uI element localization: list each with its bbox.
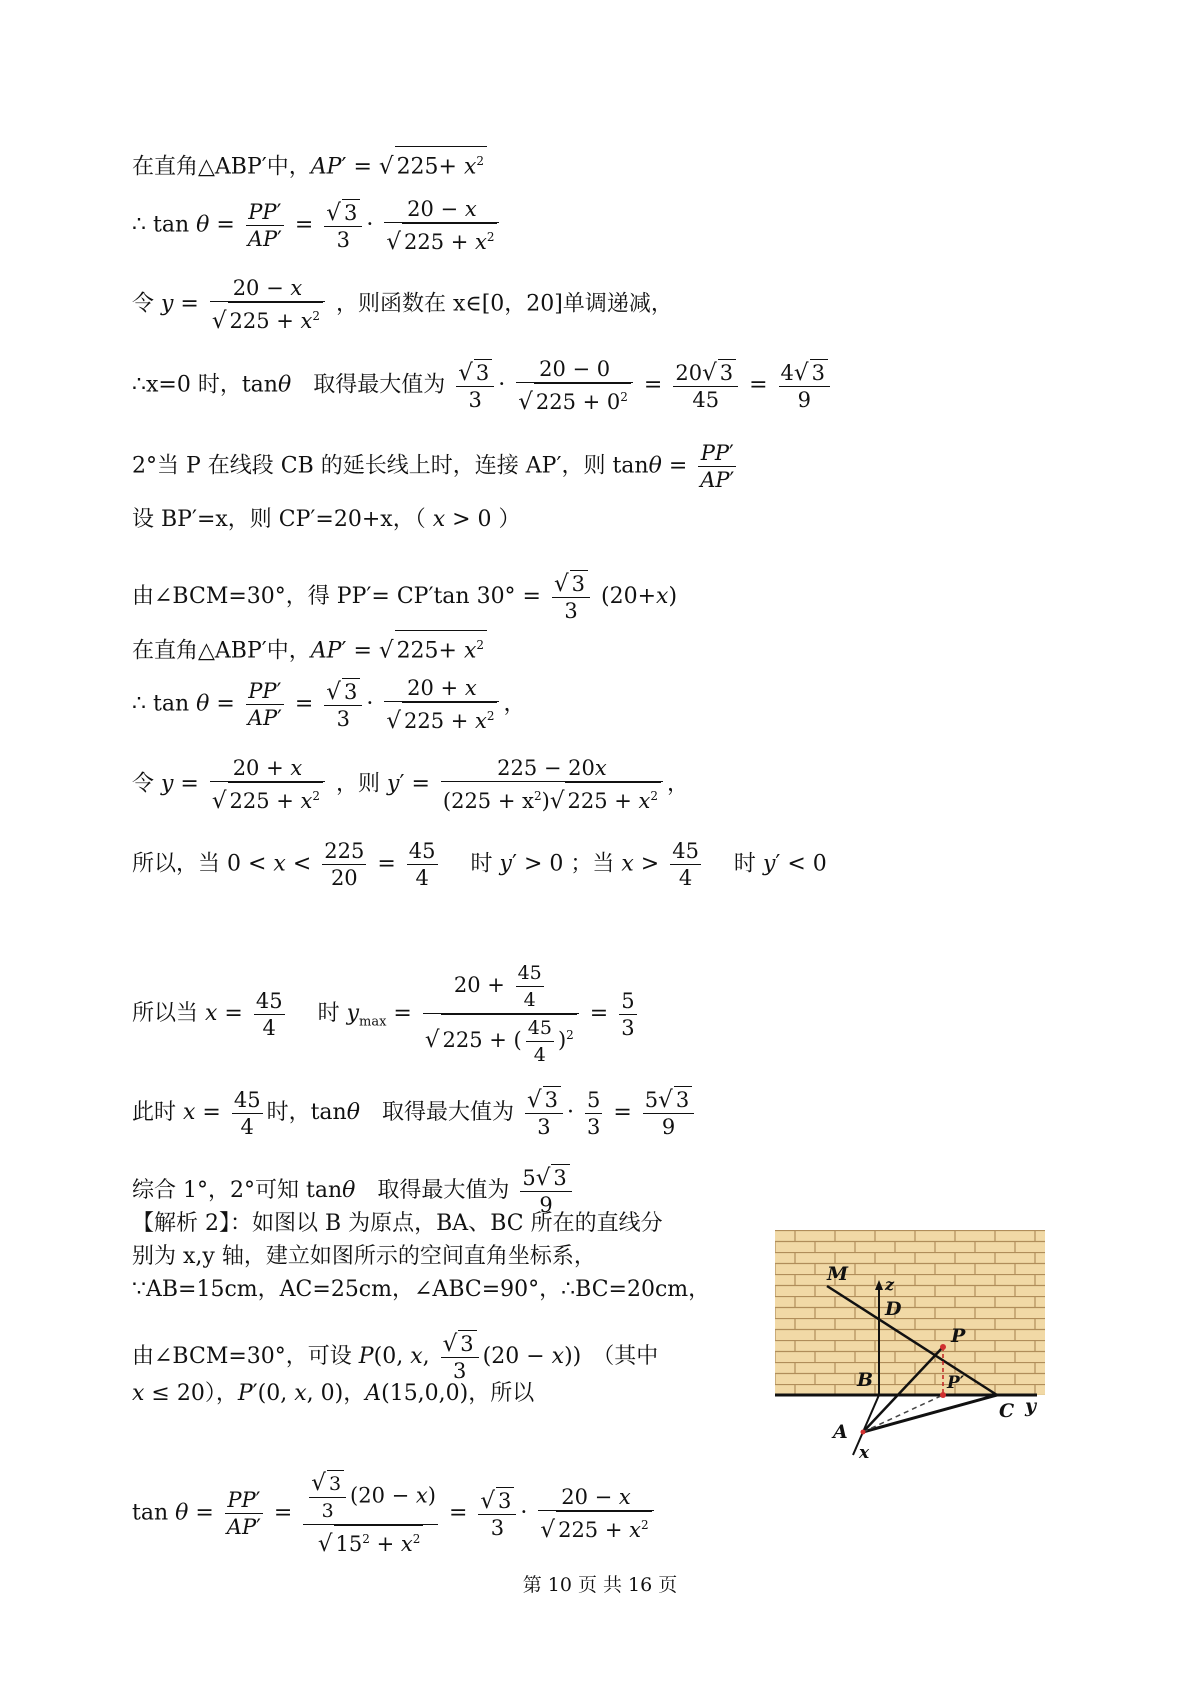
point-p	[940, 1344, 946, 1350]
line-2: ∴ tan θ = $\frac{PP'}{AP'}$ = $\frac{√ 3}{3}$ · $\frac{20 - x}{√ 225 + x^2}$	[132, 196, 503, 255]
label-x: x	[859, 1443, 870, 1460]
brick-wall	[775, 1230, 1045, 1395]
line-4: ∴x=0 时，tanθ 取得最大值为 $\frac{√ 3}{3}$ · $\frac{20 - 0}{√ 225 + 0^2}$ = $\frac{20√ 3}{45}$ = $\frac{4√ 3}{9}$	[132, 356, 834, 415]
line-13: 此时 x = $\frac{45}{4}$ 时，tanθ 取得最大值为 $\frac{√ 3}{3}$ · $\frac{5}{3}$ = $\frac{5√ 3}{9}$	[132, 1086, 698, 1140]
line-12: 所以当 x = $\frac{45}{4}$ 时 $y_{max}$ = 20 + $\frac{45}{4}$ √ 225 + ( $\frac{45}{4}$ )$^2$ = $\frac{5}{3}$	[132, 962, 635, 1066]
line-11: 所以，当 0 < x < $\frac{225}{20}$ = $\frac{45}{4}$ 时 y′ > 0 ；当 x > $\frac{45}{4}$ 时 y′ < 0	[132, 839, 827, 890]
line-18: 由∠BCM=30°，可设 P(0, x, $\frac{√ 3}{3}$ (20 − x)) （其中	[132, 1331, 659, 1383]
line-3: 令 y = $\frac{20 - x}{√ 225 + x^2}$ ，则函数在 x∈[0，20]单调递减，	[132, 276, 673, 334]
label-z: z	[885, 1275, 895, 1294]
line-16: 别为 x,y 轴，建立如图所示的空间直角坐标系，	[132, 1244, 596, 1269]
line-10: 令 y = $\frac{20 + x}{√ 225 + x^2}$ ，则 y′ = $\frac{225 - 20x}{(225 + x^2)√ 225 + x^2}$ ，	[132, 756, 689, 814]
label-a: A	[833, 1421, 848, 1443]
page-footer: 第 10 页 共 16 页	[522, 1574, 678, 1596]
line-20: tan θ = $\frac{PP'}{AP'}$ = $\frac{√ 3}{3}$ (20 − x) √ $15^2 + x^2$ = $\frac{√ 3}{3}$ · $\frac{20 - x}{√ 225 + x^2}$	[132, 1470, 658, 1557]
line-7: 由∠BCM=30°，得 PP′= CP′tan 30° = $\frac{√ 3}{3}$ (20+x)	[132, 571, 678, 623]
line-1: 在直角△ABP′中，AP′ = √ $225+ x^2$	[132, 146, 487, 181]
line-19: x ≤ 20），P′(0, x, 0)，A(15,0,0)，所以	[132, 1381, 535, 1406]
label-b: B	[857, 1369, 874, 1391]
line-5: 2°当 P 在线段 CB 的延长线上时，连接 AP′，则 tanθ = $\frac{PP'}{AP'}$	[132, 441, 735, 492]
line-14: 综合 1°，2°可知 tanθ 取得最大值为 $\frac{5√ 3}{9}$	[132, 1164, 576, 1218]
label-c: C	[999, 1400, 1015, 1422]
label-p: P	[951, 1325, 966, 1347]
line-6: 设 BP′=x，则 CP′=20+x，（ x > 0 ）	[132, 507, 521, 532]
line-17: ∵AB=15cm，AC=25cm，∠ABC=90°，∴BC=20cm，	[132, 1277, 711, 1302]
label-m: M	[827, 1263, 849, 1285]
line-15: 【解析 2】：如图以 B 为原点，BA、BC 所在的直线分	[132, 1211, 663, 1236]
point-a	[861, 1430, 866, 1435]
line-8: 在直角△ABP′中，AP′ = √ $225+ x^2$	[132, 630, 487, 665]
label-y: y	[1025, 1395, 1037, 1417]
label-d: D	[885, 1298, 902, 1320]
point-pp	[940, 1392, 946, 1398]
coordinate-figure	[775, 1230, 1045, 1460]
line-9: ∴ tan θ = $\frac{PP'}{AP'}$ = $\frac{√ 3}{3}$ · $\frac{20 + x}{√ 225 + x^2}$ ，	[132, 676, 526, 734]
label-pp: P′	[947, 1373, 965, 1393]
